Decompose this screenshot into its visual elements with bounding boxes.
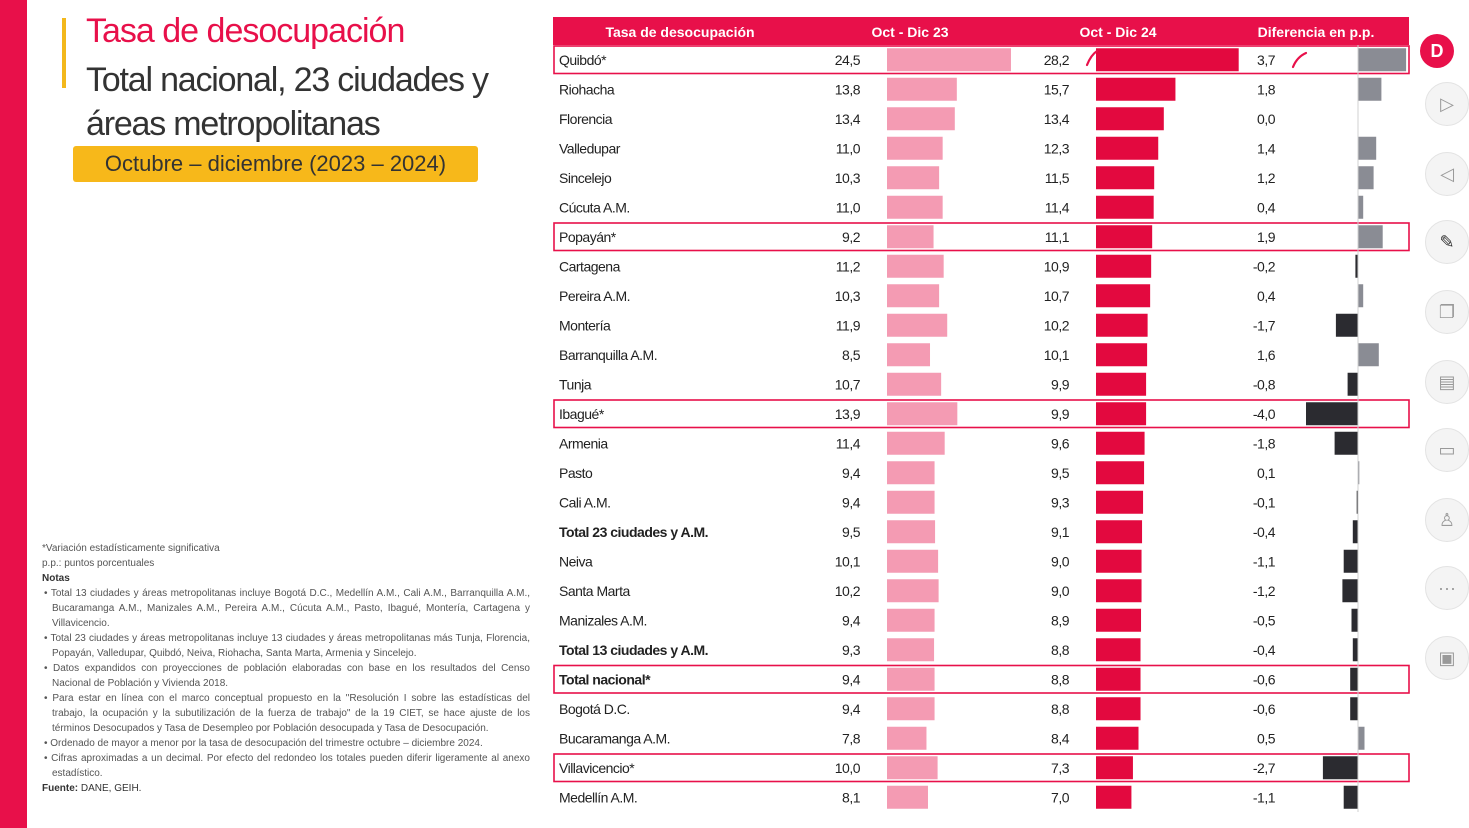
diff-value: -4,0 bbox=[1252, 405, 1275, 422]
value-2023: 8,1 bbox=[842, 789, 860, 806]
value-2023: 10,0 bbox=[834, 759, 860, 776]
column-header: Tasa de desocupación bbox=[605, 24, 755, 40]
value-2023: 13,9 bbox=[834, 405, 860, 422]
diff-bar bbox=[1358, 727, 1365, 750]
highlight-frame bbox=[554, 223, 1409, 251]
bar-2024 bbox=[1096, 314, 1148, 337]
city-label: Bucaramanga A.M. bbox=[559, 730, 671, 747]
city-label: Quibdó* bbox=[559, 51, 607, 68]
bar-2024 bbox=[1096, 432, 1145, 455]
bar-2024 bbox=[1096, 550, 1142, 573]
value-2024: 11,4 bbox=[1044, 199, 1069, 216]
diff-value: -1,2 bbox=[1252, 582, 1275, 599]
diff-bar bbox=[1323, 756, 1358, 779]
city-label: Santa Marta bbox=[559, 582, 630, 599]
value-2024: 9,3 bbox=[1051, 494, 1069, 511]
diff-value: 1,4 bbox=[1257, 140, 1275, 157]
value-2023: 9,5 bbox=[842, 523, 860, 540]
diff-value: -2,7 bbox=[1252, 759, 1275, 776]
note-item: • Para estar en línea con el marco conceptual propuesto en la "Resolución I sobre las estadísticas del trabajo, la ocupación y la subutilización de la fuerza de trabajo" de la 19 CIET, se hace ajuste de los términos Desocupados y Tasa de Desempleo por Población desocupada y Tasa de Desocupación. bbox=[44, 693, 530, 734]
diff-bar bbox=[1358, 166, 1374, 189]
value-2023: 9,2 bbox=[842, 228, 860, 245]
bar-2024 bbox=[1096, 638, 1141, 661]
bar-2023 bbox=[887, 255, 944, 278]
bar-2023 bbox=[887, 579, 939, 602]
column-header: Oct - Dic 24 bbox=[1079, 24, 1157, 40]
bar-2024 bbox=[1096, 579, 1142, 602]
bar-2024 bbox=[1096, 609, 1141, 632]
city-label: Florencia bbox=[559, 110, 613, 127]
camera-icon[interactable]: ▭ bbox=[1425, 428, 1469, 472]
city-label: Total 13 ciudades y A.M. bbox=[559, 641, 709, 658]
diff-value: -0,4 bbox=[1252, 641, 1275, 658]
value-2024: 9,9 bbox=[1051, 405, 1069, 422]
diff-bar bbox=[1352, 609, 1359, 632]
highlight-frame bbox=[554, 754, 1409, 782]
city-label: Villavicencio* bbox=[559, 759, 635, 776]
city-label: Pereira A.M. bbox=[559, 287, 631, 304]
value-2023: 9,4 bbox=[842, 671, 860, 688]
diff-value: -1,1 bbox=[1252, 789, 1275, 806]
bar-2023 bbox=[887, 166, 939, 189]
diff-bar bbox=[1358, 196, 1363, 219]
notes-block bbox=[42, 541, 530, 796]
diff-value: 3,7 bbox=[1257, 51, 1275, 68]
city-label: Tunja bbox=[559, 376, 592, 393]
value-2024: 7,0 bbox=[1051, 789, 1069, 806]
bar-2024 bbox=[1096, 137, 1158, 160]
city-label: Armenia bbox=[559, 435, 608, 452]
diff-bar bbox=[1353, 638, 1358, 661]
diff-bar bbox=[1358, 137, 1376, 160]
slides-icon[interactable]: ▤ bbox=[1425, 360, 1469, 404]
value-2024: 8,4 bbox=[1051, 730, 1069, 747]
diff-bar bbox=[1335, 432, 1358, 455]
bar-2023 bbox=[887, 432, 945, 455]
bar-2024 bbox=[1096, 402, 1146, 425]
bar-2023 bbox=[887, 373, 941, 396]
bar-2023 bbox=[887, 284, 939, 307]
city-label: Barranquilla A.M. bbox=[559, 346, 658, 363]
value-2023: 10,2 bbox=[834, 582, 860, 599]
bar-2024 bbox=[1096, 668, 1141, 691]
bar-2024 bbox=[1096, 48, 1239, 71]
highlight-frame bbox=[554, 666, 1409, 694]
value-2023: 9,3 bbox=[842, 641, 860, 658]
city-label: Cartagena bbox=[559, 258, 620, 275]
diff-value: -1,8 bbox=[1252, 435, 1275, 452]
value-2024: 9,0 bbox=[1051, 553, 1069, 570]
bar-2023 bbox=[887, 461, 935, 484]
value-2023: 11,9 bbox=[835, 317, 860, 334]
diff-value: -0,6 bbox=[1252, 700, 1275, 717]
bar-2023 bbox=[887, 638, 934, 661]
city-label: Montería bbox=[559, 317, 611, 334]
diff-value: 0,4 bbox=[1257, 199, 1275, 216]
value-2023: 10,3 bbox=[834, 287, 860, 304]
value-2024: 9,1 bbox=[1051, 523, 1069, 540]
bar-2023 bbox=[887, 107, 955, 130]
value-2024: 9,5 bbox=[1051, 464, 1069, 481]
value-2024: 15,7 bbox=[1043, 81, 1069, 98]
play-icon[interactable]: ▷ bbox=[1425, 82, 1469, 126]
diff-value: -1,1 bbox=[1252, 553, 1275, 570]
city-label: Cali A.M. bbox=[559, 494, 611, 511]
city-label: Total nacional* bbox=[559, 671, 651, 688]
value-2023: 11,4 bbox=[835, 435, 860, 452]
bar-2024 bbox=[1096, 255, 1151, 278]
bar-2024 bbox=[1096, 697, 1141, 720]
diff-bar bbox=[1358, 48, 1406, 71]
bar-2023 bbox=[887, 520, 935, 543]
value-2024: 7,3 bbox=[1051, 759, 1069, 776]
bar-2024 bbox=[1096, 284, 1150, 307]
diff-bar bbox=[1350, 697, 1358, 720]
value-2024: 8,9 bbox=[1051, 612, 1069, 629]
diff-bar bbox=[1353, 520, 1358, 543]
city-label: Pasto bbox=[559, 464, 593, 481]
pen-icon[interactable]: ✎ bbox=[1425, 220, 1469, 264]
value-2024: 10,9 bbox=[1043, 258, 1069, 275]
value-2023: 10,1 bbox=[834, 553, 860, 570]
bar-2024 bbox=[1096, 166, 1154, 189]
bar-2023 bbox=[887, 314, 947, 337]
diff-bar bbox=[1348, 373, 1358, 396]
value-2023: 10,7 bbox=[834, 376, 860, 393]
page-subtitle: Total nacional, 23 ciudades y áreas metropolitanas bbox=[86, 61, 488, 143]
bar-2024 bbox=[1096, 196, 1154, 219]
bar-2024 bbox=[1096, 491, 1143, 514]
highlight-frame bbox=[554, 400, 1409, 428]
diff-bar bbox=[1306, 402, 1358, 425]
column-header: Diferencia en p.p. bbox=[1257, 24, 1375, 40]
copy-icon[interactable]: ❐ bbox=[1425, 290, 1469, 334]
bar-2024 bbox=[1096, 225, 1152, 248]
notes-header: Notas bbox=[42, 573, 70, 584]
bar-2023 bbox=[887, 196, 943, 219]
annotation-mark bbox=[1293, 53, 1306, 67]
value-2023: 9,4 bbox=[842, 494, 860, 511]
page-title: Tasa de desocupación bbox=[86, 12, 405, 50]
note-item: • Ordenado de mayor a menor por la tasa de desocupación del trimestre octubre – diciembre 2024. bbox=[44, 738, 483, 749]
diff-bar bbox=[1344, 786, 1358, 809]
value-2024: 10,1 bbox=[1043, 346, 1069, 363]
city-label: Riohacha bbox=[559, 81, 615, 98]
value-2023: 13,8 bbox=[834, 81, 860, 98]
diff-bar bbox=[1358, 225, 1383, 248]
city-label: Cúcuta A.M. bbox=[559, 199, 630, 216]
city-label: Bogotá D.C. bbox=[559, 700, 630, 717]
source-label: Fuente: bbox=[42, 783, 79, 794]
bar-2023 bbox=[887, 609, 935, 632]
bar-2024 bbox=[1096, 520, 1142, 543]
column-header: Oct - Dic 23 bbox=[871, 24, 949, 40]
period-badge bbox=[73, 146, 478, 182]
note-item: • Cifras aproximadas a un decimal. Por efecto del redondeo los totales pueden diferir ligeramente al anexo estadístico. bbox=[44, 753, 530, 779]
note-item: • Total 23 ciudades y áreas metropolitanas incluye 13 ciudades y áreas metropolitanas más Tunja, Florencia, Popayán, Valledupar, Quibdó, Neiva, Riohacha, Santa Marta, Armenia y Sincelejo. bbox=[44, 633, 530, 659]
diff-value: -0,8 bbox=[1252, 376, 1275, 393]
city-label: Total 23 ciudades y A.M. bbox=[559, 523, 709, 540]
city-label: Neiva bbox=[559, 553, 593, 570]
significance-note: *Variación estadísticamente significativa bbox=[42, 543, 220, 554]
pp-note: p.p.: puntos porcentuales bbox=[42, 558, 155, 569]
diff-bar bbox=[1358, 284, 1363, 307]
diff-value: 0,5 bbox=[1257, 730, 1275, 747]
note-item: • Datos expandidos con proyecciones de población elaboradas con base en los resultados del Censo Nacional de Población y Vivienda 2018. bbox=[44, 663, 530, 689]
city-label: Popayán* bbox=[559, 228, 616, 245]
bar-2024 bbox=[1096, 373, 1146, 396]
bar-2024 bbox=[1096, 107, 1164, 130]
diff-value: -0,6 bbox=[1252, 671, 1275, 688]
bar-2023 bbox=[887, 78, 957, 101]
value-2023: 9,4 bbox=[842, 700, 860, 717]
value-2023: 11,2 bbox=[835, 258, 860, 275]
bar-2024 bbox=[1096, 756, 1133, 779]
period-label: Octubre – diciembre (2023 – 2024) bbox=[104, 151, 447, 176]
value-2023: 11,0 bbox=[835, 199, 860, 216]
diff-bar bbox=[1344, 550, 1358, 573]
value-2024: 8,8 bbox=[1051, 671, 1069, 688]
diff-value: 1,6 bbox=[1257, 346, 1275, 363]
source-line bbox=[42, 781, 530, 796]
bar-2024 bbox=[1096, 461, 1144, 484]
value-2024: 8,8 bbox=[1051, 641, 1069, 658]
value-2024: 9,0 bbox=[1051, 582, 1069, 599]
city-label: Sincelejo bbox=[559, 169, 612, 186]
diff-value: 0,1 bbox=[1257, 464, 1275, 481]
annotation-mark bbox=[1087, 51, 1097, 65]
diff-value: -0,4 bbox=[1252, 523, 1275, 540]
bar-2023 bbox=[887, 668, 935, 691]
diff-bar bbox=[1350, 668, 1358, 691]
more-icon[interactable]: ··· bbox=[1425, 566, 1469, 610]
value-2023: 24,5 bbox=[834, 51, 860, 68]
diff-value: -0,5 bbox=[1252, 612, 1275, 629]
city-label: Ibagué* bbox=[559, 405, 604, 422]
diff-value: -0,2 bbox=[1252, 258, 1275, 275]
value-2024: 10,7 bbox=[1043, 287, 1069, 304]
value-2024: 12,3 bbox=[1043, 140, 1069, 157]
bar-2023 bbox=[887, 137, 943, 160]
value-2023: 7,8 bbox=[842, 730, 860, 747]
source-text: DANE, GEIH. bbox=[80, 783, 142, 794]
diff-value: 0,4 bbox=[1257, 287, 1275, 304]
diff-value: 1,9 bbox=[1257, 228, 1275, 245]
value-2023: 9,4 bbox=[842, 612, 860, 629]
value-2023: 8,5 bbox=[842, 346, 860, 363]
value-2024: 9,9 bbox=[1051, 376, 1069, 393]
bar-2023 bbox=[887, 491, 935, 514]
present-icon[interactable]: ▣ bbox=[1425, 636, 1469, 680]
bar-2024 bbox=[1096, 727, 1139, 750]
mic-icon[interactable]: ♙ bbox=[1425, 498, 1469, 542]
diff-bar bbox=[1358, 78, 1381, 101]
value-2023: 10,3 bbox=[834, 169, 860, 186]
left-accent-bar bbox=[0, 0, 27, 828]
city-label: Valledupar bbox=[559, 140, 620, 157]
bar-2024 bbox=[1096, 78, 1175, 101]
value-2024: 8,8 bbox=[1051, 700, 1069, 717]
bar-2023 bbox=[887, 343, 930, 366]
value-2024: 10,2 bbox=[1043, 317, 1069, 334]
diff-value: -1,7 bbox=[1252, 317, 1275, 334]
diff-value: 0,0 bbox=[1257, 110, 1275, 127]
bar-2023 bbox=[887, 48, 1011, 71]
bar-2023 bbox=[887, 550, 938, 573]
diff-value: 1,2 bbox=[1257, 169, 1275, 186]
bar-2023 bbox=[887, 697, 935, 720]
value-2023: 13,4 bbox=[834, 110, 860, 127]
back-icon[interactable]: ◁ bbox=[1425, 152, 1469, 196]
bar-2023 bbox=[887, 402, 957, 425]
diff-bar bbox=[1342, 579, 1358, 602]
value-2024: 9,6 bbox=[1051, 435, 1069, 452]
city-label: Manizales A.M. bbox=[559, 612, 647, 629]
bar-2023 bbox=[887, 756, 938, 779]
bar-2023 bbox=[887, 727, 926, 750]
value-2024: 13,4 bbox=[1043, 110, 1069, 127]
diff-value: 1,8 bbox=[1257, 81, 1275, 98]
diff-bar bbox=[1336, 314, 1358, 337]
value-2024: 28,2 bbox=[1043, 51, 1069, 68]
city-label: Medellín A.M. bbox=[559, 789, 638, 806]
bar-2024 bbox=[1096, 786, 1131, 809]
bar-2023 bbox=[887, 786, 928, 809]
value-2024: 11,5 bbox=[1044, 169, 1069, 186]
bar-2024 bbox=[1096, 343, 1147, 366]
value-2023: 9,4 bbox=[842, 464, 860, 481]
app-logo-button[interactable]: D bbox=[1420, 34, 1454, 68]
unemployment-chart bbox=[553, 17, 1413, 817]
note-item: • Total 13 ciudades y áreas metropolitanas incluye Bogotá D.C., Medellín A.M., Cali A.M., Barranquilla A.M., Bucaramanga A.M., Manizales A.M., Pereira A.M., Cúcuta A.M., Pasto, Ibagué, Montería, Cartagena y Villavicencio. bbox=[44, 588, 530, 629]
value-2023: 11,0 bbox=[835, 140, 860, 157]
title-accent-line bbox=[62, 18, 66, 88]
bar-2023 bbox=[887, 225, 934, 248]
value-2024: 11,1 bbox=[1044, 228, 1069, 245]
diff-value: -0,1 bbox=[1252, 494, 1275, 511]
diff-bar bbox=[1358, 343, 1379, 366]
